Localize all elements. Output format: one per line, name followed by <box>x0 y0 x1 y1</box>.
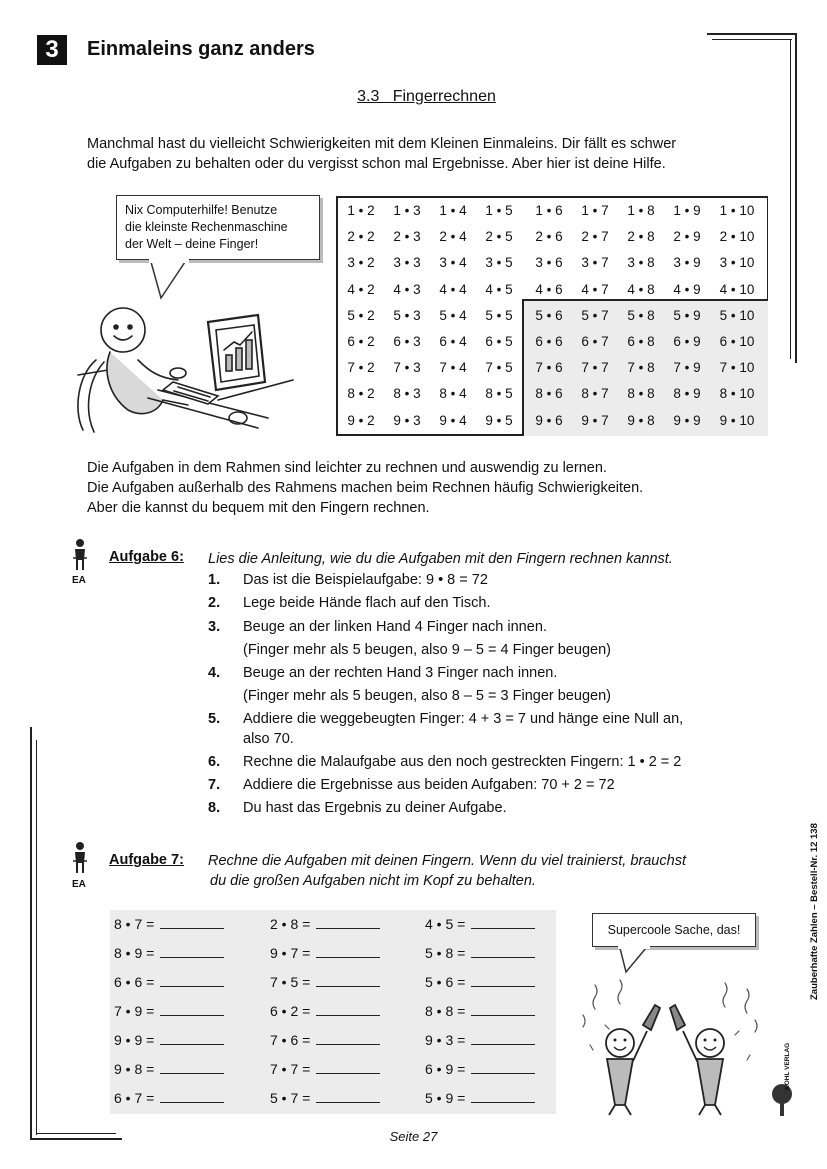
exercise-item <box>425 972 535 990</box>
grid-cell: 3 • 8 <box>627 255 655 271</box>
grid-cell: 9 • 6 <box>535 412 563 428</box>
exercise-item <box>270 1059 380 1077</box>
grid-cell: 9 • 7 <box>581 412 609 428</box>
step-number: 7. <box>208 777 221 793</box>
grid-cell: 4 • 6 <box>535 281 563 297</box>
exercise-item <box>270 972 380 990</box>
grid-cell: 4 • 4 <box>439 281 467 297</box>
explain-line-1: Die Aufgaben in dem Rahmen sind leichter zu rechnen und auswendig zu lernen. <box>87 460 607 476</box>
exercise-text: 4 • 5 = <box>425 916 466 932</box>
task-6-label: Aufgabe 6: <box>109 549 184 565</box>
grid-cell: 8 • 3 <box>393 386 421 402</box>
task-7-instruction-line-2: du die großen Aufgaben nicht im Kopf zu behalten. <box>210 873 536 889</box>
social-form-label: EA <box>72 879 86 890</box>
speech-bubble-celebration <box>592 913 756 947</box>
answer-blank[interactable] <box>316 1088 380 1103</box>
explain-line-3: Aber die kannst du bequem mit den Fingern rechnen. <box>87 500 430 516</box>
exercise-item <box>425 1001 535 1019</box>
grid-cell: 9 • 8 <box>627 412 655 428</box>
grid-cell: 6 • 10 <box>719 334 755 349</box>
grid-cell: 7 • 9 <box>673 360 701 376</box>
answer-blank[interactable] <box>471 1088 535 1103</box>
exercise-item <box>425 1059 535 1077</box>
grid-cell: 1 • 9 <box>673 203 701 218</box>
exercise-box <box>110 910 556 1114</box>
exercise-item <box>270 1030 380 1048</box>
answer-blank[interactable] <box>316 1030 380 1045</box>
step-number: 1. <box>208 572 221 588</box>
step-number: 8. <box>208 800 221 816</box>
grid-cell: 7 • 6 <box>535 360 563 376</box>
grid-cell: 1 • 10 <box>719 203 755 218</box>
grid-cell: 6 • 2 <box>347 334 375 349</box>
grid-cell: 2 • 9 <box>673 229 701 245</box>
answer-blank[interactable] <box>160 1059 224 1074</box>
task-7-label: Aufgabe 7: <box>109 852 184 868</box>
frame-left-line-inner <box>36 740 37 1135</box>
grid-cell: 3 • 4 <box>439 255 467 271</box>
grid-cell: 3 • 2 <box>347 255 375 271</box>
grid-cell: 5 • 7 <box>581 307 609 323</box>
grid-cell: 5 • 5 <box>485 307 513 323</box>
exercise-text: 2 • 8 = <box>270 916 311 932</box>
exercise-text: 8 • 7 = <box>114 916 155 932</box>
exercise-text: 8 • 9 = <box>114 945 155 961</box>
exercise-text: 5 • 8 = <box>425 945 466 961</box>
person-icon <box>72 841 88 875</box>
grid-cell: 1 • 5 <box>485 203 513 218</box>
grid-cell: 7 • 10 <box>719 360 755 376</box>
grid-cell: 1 • 6 <box>535 203 563 218</box>
exercise-item <box>114 914 224 932</box>
chapter-number: 3 <box>37 35 67 65</box>
exercise-text: 6 • 9 = <box>425 1061 466 1077</box>
answer-blank[interactable] <box>160 1088 224 1103</box>
exercise-item <box>114 1088 224 1106</box>
answer-blank[interactable] <box>160 914 224 929</box>
grid-cell: 5 • 6 <box>535 307 563 323</box>
grid-cell: 3 • 6 <box>535 255 563 271</box>
bubble-text: Supercoole Sache, das! <box>607 923 741 937</box>
exercise-item <box>114 1001 224 1019</box>
grid-cell: 4 • 3 <box>393 281 421 297</box>
exercise-text: 9 • 3 = <box>425 1032 466 1048</box>
answer-blank[interactable] <box>316 1059 380 1074</box>
exercise-text: 7 • 7 = <box>270 1061 311 1077</box>
intro-line-2: die Aufgaben zu behalten oder du vergisst schon mal Ergebnisse. Aber hier ist deine Hilfe. <box>87 156 666 172</box>
exercise-text: 5 • 7 = <box>270 1090 311 1106</box>
exercise-item <box>114 943 224 961</box>
answer-blank[interactable] <box>316 972 380 987</box>
grid-cell: 8 • 5 <box>485 386 513 402</box>
answer-blank[interactable] <box>316 1001 380 1016</box>
exercise-text: 8 • 8 = <box>425 1003 466 1019</box>
step-number: 2. <box>208 595 221 611</box>
step-number: 5. <box>208 711 221 727</box>
frame-right-line-inner <box>790 39 791 359</box>
grid-cell: 6 • 3 <box>393 334 421 349</box>
grid-cell: 8 • 8 <box>627 386 655 402</box>
intro-line-1: Manchmal hast du vielleicht Schwierigkeiten mit dem Kleinen Einmaleins. Dir fällt es schwer <box>87 136 677 152</box>
exercise-text: 9 • 9 = <box>114 1032 155 1048</box>
grid-cell: 1 • 4 <box>439 203 467 218</box>
section-title: 3.3 Fingerrechnen <box>357 88 496 105</box>
step-number: 3. <box>208 619 221 635</box>
step-text: Addiere die Ergebnisse aus beiden Aufgaben: 70 + 2 = 72 <box>243 777 615 793</box>
grid-cell: 9 • 3 <box>393 412 421 428</box>
computer-user-illustration <box>68 300 300 435</box>
social-form-label: EA <box>72 575 86 586</box>
answer-blank[interactable] <box>471 914 535 929</box>
grid-cell: 5 • 2 <box>347 307 375 323</box>
grid-cell: 2 • 5 <box>485 229 513 245</box>
side-text: Zauberhafte Zahlen – Bestell-Nr. 12 138 <box>809 823 820 1000</box>
answer-blank[interactable] <box>471 1001 535 1016</box>
grid-cell: 5 • 9 <box>673 307 701 323</box>
grid-cell: 8 • 7 <box>581 386 609 402</box>
multiplication-grid <box>336 196 768 436</box>
grid-cell: 8 • 10 <box>719 386 755 402</box>
exercise-item <box>270 914 380 932</box>
grid-cell: 1 • 2 <box>347 203 375 218</box>
exercise-text: 6 • 6 = <box>114 974 155 990</box>
grid-cell: 2 • 3 <box>393 229 421 245</box>
bubble-tail <box>616 944 656 976</box>
grid-cell: 3 • 5 <box>485 255 513 271</box>
exercise-text: 5 • 6 = <box>425 974 466 990</box>
exercise-text: 7 • 5 = <box>270 974 311 990</box>
page-number: Seite 27 <box>389 1129 438 1144</box>
step-subtext: (Finger mehr als 5 beugen, also 9 – 5 = 4 Finger beugen) <box>243 642 611 658</box>
step-text: Das ist die Beispielaufgabe: 9 • 8 = 72 <box>243 572 488 588</box>
grid-cell: 8 • 6 <box>535 386 563 402</box>
grid-cell: 3 • 7 <box>581 255 609 271</box>
grid-cell: 7 • 8 <box>627 360 655 376</box>
grid-cell: 5 • 4 <box>439 307 467 323</box>
exercise-item <box>270 943 380 961</box>
grid-cell: 5 • 10 <box>719 307 755 323</box>
grid-cell: 6 • 6 <box>535 334 563 349</box>
grid-cell: 6 • 9 <box>673 334 701 349</box>
grid-cell: 3 • 10 <box>719 255 755 271</box>
exercise-item <box>425 1030 535 1048</box>
answer-blank[interactable] <box>471 972 535 987</box>
exercise-item <box>114 972 224 990</box>
grid-cell: 4 • 7 <box>581 281 609 297</box>
grid-cell: 6 • 5 <box>485 334 513 349</box>
exercise-item <box>114 1059 224 1077</box>
exercise-text: 5 • 9 = <box>425 1090 466 1106</box>
exercise-item <box>425 1088 535 1106</box>
step-text: Du hast das Ergebnis zu deiner Aufgabe. <box>243 800 507 816</box>
exercise-text: 9 • 7 = <box>270 945 311 961</box>
task-7-instruction-line-1: Rechne die Aufgaben mit deinen Fingern. Wenn du viel trainierst, brauchst <box>208 853 686 869</box>
step-text: Lege beide Hände flach auf den Tisch. <box>243 595 491 611</box>
exercise-text: 6 • 7 = <box>114 1090 155 1106</box>
publisher-name: KOHL VERLAG <box>784 1042 791 1090</box>
answer-blank[interactable] <box>316 914 380 929</box>
grid-cell: 6 • 4 <box>439 334 467 349</box>
grid-cell: 2 • 8 <box>627 229 655 245</box>
grid-cell: 3 • 9 <box>673 255 701 271</box>
step-subtext: also 70. <box>243 731 294 747</box>
frame-top-line-inner <box>712 39 792 40</box>
step-text: Beuge an der rechten Hand 3 Finger nach innen. <box>243 665 558 681</box>
frame-left-line <box>30 727 32 1140</box>
exercise-item <box>270 1001 380 1019</box>
explain-line-2: Die Aufgaben außerhalb des Rahmens machen beim Rechnen häufig Schwierigkeiten. <box>87 480 644 496</box>
task-6-instruction: Lies die Anleitung, wie du die Aufgaben mit den Fingern rechnen kannst. <box>208 551 673 567</box>
answer-blank[interactable] <box>471 1030 535 1045</box>
grid-cell: 7 • 7 <box>581 360 609 376</box>
grid-cell: 8 • 4 <box>439 386 467 402</box>
exercise-item <box>270 1088 380 1106</box>
grid-cell: 4 • 5 <box>485 281 513 297</box>
grid-cell: 1 • 3 <box>393 203 421 218</box>
grid-cell: 6 • 8 <box>627 334 655 349</box>
grid-cell: 3 • 3 <box>393 255 421 271</box>
celebrating-kids-illustration <box>575 975 765 1120</box>
exercise-text: 7 • 9 = <box>114 1003 155 1019</box>
exercise-item <box>114 1030 224 1048</box>
step-number: 4. <box>208 665 221 681</box>
grid-cell: 7 • 3 <box>393 360 421 376</box>
step-text: Rechne die Malaufgabe aus den noch gestreckten Fingern: 1 • 2 = 2 <box>243 754 682 770</box>
grid-cell: 9 • 2 <box>347 412 375 428</box>
grid-cell: 2 • 10 <box>719 229 755 245</box>
bubble-line: die kleinste Rechenmaschine <box>125 220 288 234</box>
answer-blank[interactable] <box>160 972 224 987</box>
grid-cell: 8 • 2 <box>347 386 375 402</box>
grid-cell: 4 • 8 <box>627 281 655 297</box>
grid-cell: 2 • 6 <box>535 229 563 245</box>
step-text: Beuge an der linken Hand 4 Finger nach innen. <box>243 619 547 635</box>
publisher-logo <box>770 1030 800 1120</box>
grid-cell: 2 • 2 <box>347 229 375 245</box>
answer-blank[interactable] <box>160 943 224 958</box>
exercise-item <box>425 914 535 932</box>
grid-cell: 9 • 5 <box>485 412 513 428</box>
exercise-text: 7 • 6 = <box>270 1032 311 1048</box>
bubble-tail <box>145 256 195 302</box>
grid-cell: 9 • 9 <box>673 412 701 428</box>
grid-cell: 6 • 7 <box>581 334 609 349</box>
grid-cell: 4 • 9 <box>673 281 701 297</box>
answer-blank[interactable] <box>160 1030 224 1045</box>
answer-blank[interactable] <box>471 943 535 958</box>
chapter-title: Einmaleins ganz anders <box>87 38 315 60</box>
grid-cell: 4 • 10 <box>719 281 755 297</box>
bubble-line: der Welt – deine Finger! <box>125 237 259 251</box>
grid-cell: 1 • 8 <box>627 203 655 218</box>
grid-cell: 7 • 5 <box>485 360 513 376</box>
grid-cell: 1 • 7 <box>581 203 609 218</box>
step-number: 6. <box>208 754 221 770</box>
grid-cell: 5 • 3 <box>393 307 421 323</box>
grid-cell: 2 • 4 <box>439 229 467 245</box>
side-order-number <box>805 820 825 1000</box>
grid-cell: 4 • 2 <box>347 281 375 297</box>
grid-cell: 8 • 9 <box>673 386 701 402</box>
step-text: Addiere die weggebeugten Finger: 4 + 3 = 7 und hänge eine Null an, <box>243 711 684 727</box>
exercise-item <box>425 943 535 961</box>
frame-top-line <box>707 33 797 35</box>
person-icon <box>72 538 88 572</box>
bubble-line: Nix Computerhilfe! Benutze <box>125 203 278 217</box>
grid-cell: 2 • 7 <box>581 229 609 245</box>
answer-blank[interactable] <box>160 1001 224 1016</box>
frame-right-line <box>795 33 797 363</box>
grid-cell: 7 • 2 <box>347 360 375 376</box>
exercise-text: 9 • 8 = <box>114 1061 155 1077</box>
answer-blank[interactable] <box>471 1059 535 1074</box>
exercise-text: 6 • 2 = <box>270 1003 311 1019</box>
answer-blank[interactable] <box>316 943 380 958</box>
grid-cell: 7 • 4 <box>439 360 467 376</box>
speech-bubble-computer <box>116 195 320 260</box>
grid-cell: 9 • 10 <box>719 412 755 428</box>
grid-cell: 9 • 4 <box>439 412 467 428</box>
step-subtext: (Finger mehr als 5 beugen, also 8 – 5 = 3 Finger beugen) <box>243 688 611 704</box>
grid-cell: 5 • 8 <box>627 307 655 323</box>
